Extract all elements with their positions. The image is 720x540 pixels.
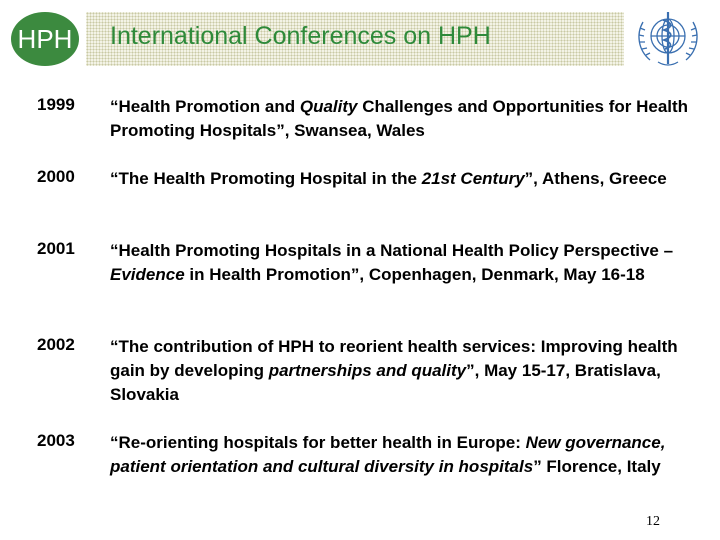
- text-segment: “Health Promotion and: [110, 97, 300, 116]
- conference-year: 2003: [37, 431, 75, 450]
- text-segment: Challenges and Opportunities for Health Promoting Hospitals”, Swansea, Wales: [110, 97, 689, 140]
- text-segment: “Re-orienting hospitals for better health in Europe:: [110, 433, 526, 452]
- conference-description: [110, 95, 700, 143]
- text-segment: ”, Athens, Greece: [524, 169, 667, 188]
- text-segment: ” Florence, Italy: [533, 457, 661, 476]
- italic-text: 21st Century: [421, 169, 525, 188]
- conference-description: [110, 239, 700, 287]
- conference-description: [110, 167, 700, 191]
- hph-logo-icon: [11, 12, 79, 66]
- text-segment: “Health Promoting Hospitals in a National Health Policy Perspective –: [110, 241, 674, 260]
- text-segment: in Health Promotion”, Copenhagen, Denmark, May 16-18: [184, 265, 645, 284]
- text-segment: “The contribution of HPH to reorient health services: Improving health gain by developing: [110, 337, 678, 380]
- conference-year: 2001: [37, 239, 75, 258]
- conference-year: 2000: [37, 167, 75, 186]
- conference-description: [110, 335, 700, 407]
- italic-text: partnerships and quality: [268, 361, 467, 380]
- italic-text: New governance, patient orientation and cultural diversity in hospitals: [110, 433, 666, 476]
- page-title: International Conferences on HPH: [110, 22, 491, 50]
- logo-text: HPH: [17, 23, 73, 54]
- text-segment: ”, May 15-17, Bratislava, Slovakia: [110, 361, 661, 404]
- conference-year: 2002: [37, 335, 75, 354]
- conference-description: [110, 431, 700, 479]
- italic-text: Evidence: [110, 265, 185, 284]
- italic-text: Quality: [299, 97, 358, 116]
- conference-year: 1999: [37, 95, 75, 114]
- page-number: 12: [646, 514, 660, 529]
- text-segment: “The Health Promoting Hospital in the: [110, 169, 422, 188]
- who-emblem-icon: [628, 6, 708, 72]
